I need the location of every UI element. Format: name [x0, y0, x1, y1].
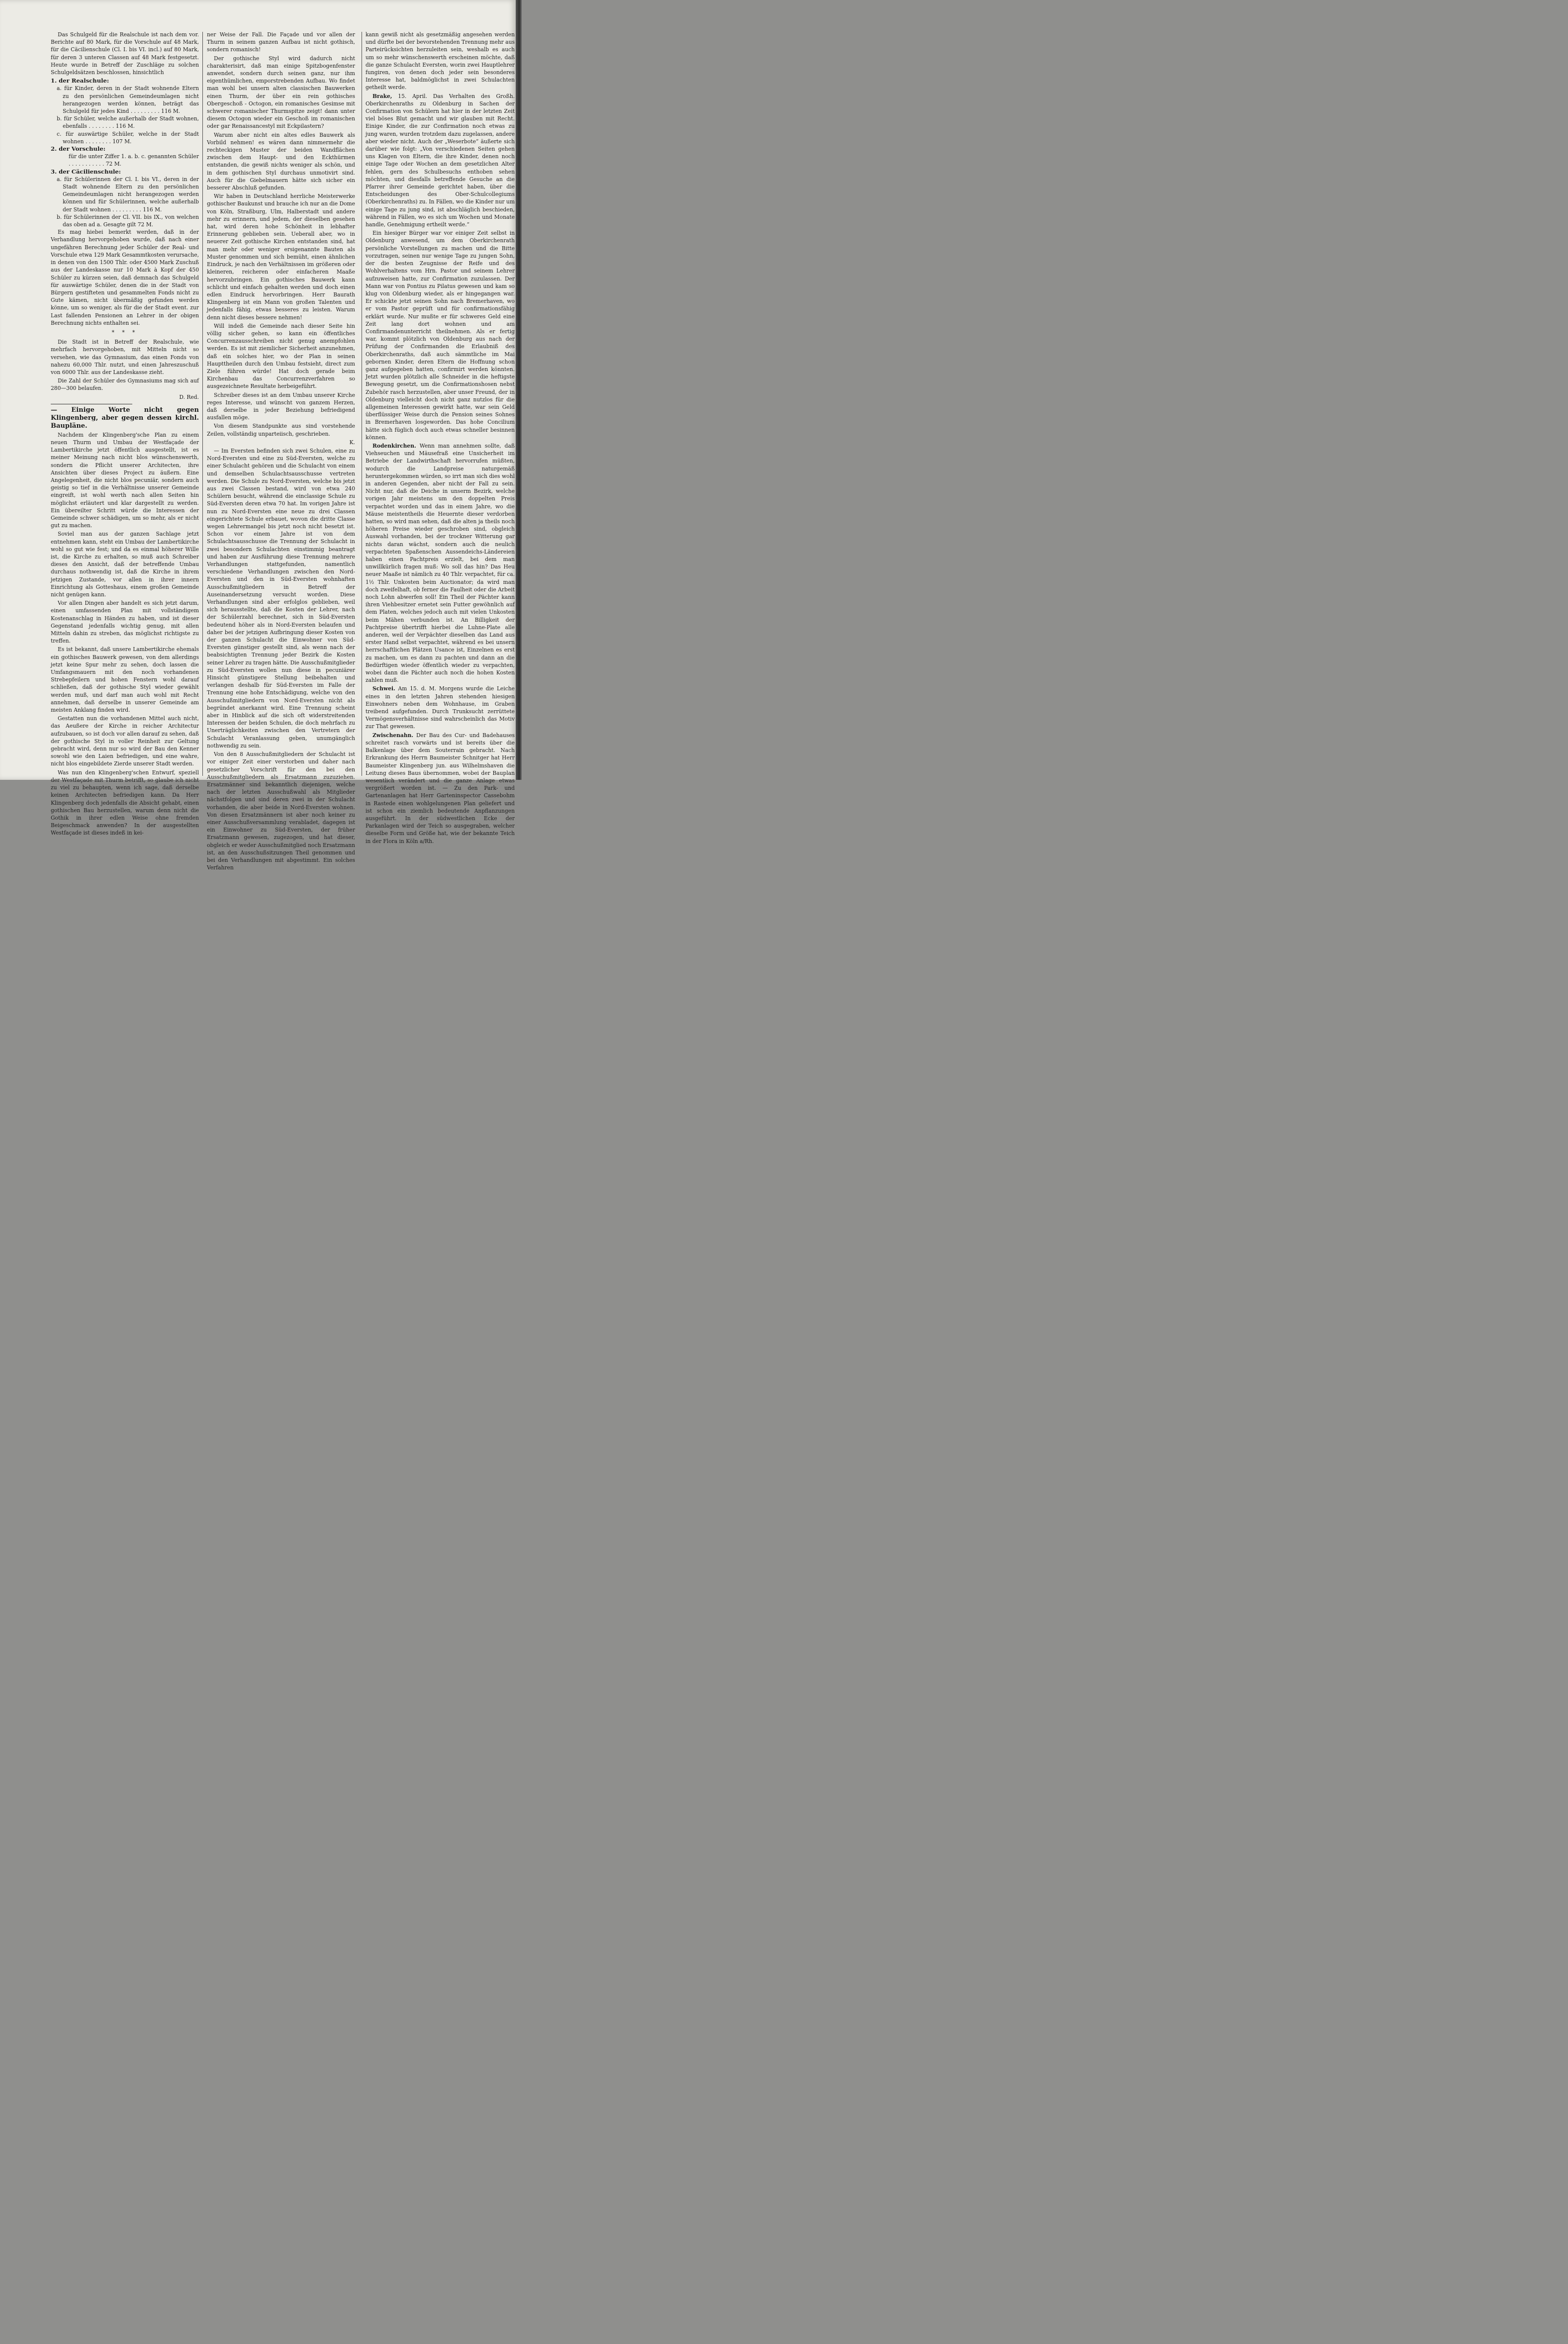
- paragraph: Will indeß die Gemeinde nach dieser Seite hin völlig sicher gehen, so kann ein öffentliches Concurrenzausschreiben nicht genug anempfohlen werden. Es ist mit ziemlicher Sicherheit anzunehmen, daß ein solches hier, wo der Plan in seinen Haupttheilen durch den Umbau festsieht, direct zum Ziele führen würde! Hat doch gerade beim Kirchenbau das Concurrenzverfahren so ausgezeichnete Resultate herbeigeführt.: [207, 322, 355, 390]
- paragraph: Die Stadt ist in Betreff der Realschule, wie mehrfach hervorgehoben, mit Mitteln nicht so versehen, wie das Gymnasium, das einen Fonds von nahezu 60,000 Thlr. nutzt, und einen Jahreszuschuß von 6000 Thlr. aus der Landeskasse zieht.: [51, 339, 199, 375]
- column-1: [51, 31, 199, 837]
- list-item-vorschule: 2. der Vorschule:: [51, 145, 106, 153]
- school-fees-intro: Das Schulgeld für die Realschule ist nach dem vor. Berichte auf 80 Mark, für die Vorschule auf 48 Mark, für die Cäcilienschule (Cl. I. bis VI. incl.) auf 80 Mark, für deren 3 unteren Classen auf 48 Mark festgesetzt. Heute wurde in Betreff der Zuschläge zu solchen Schulgeldsätzen beschlossen, hinsichtlich: [51, 31, 199, 76]
- book-edge: [516, 0, 522, 780]
- section-stars: * * *: [111, 329, 138, 336]
- article-title: — Einige Worte nicht gegen Klingenberg, aber gegen dessen kirchl. Baupläne.: [51, 406, 199, 430]
- list-subitem: a. für Kinder, deren in der Stadt wohnende Eltern zu den persönlichen Gemeindeumlagen nicht herangezogen werden können, beträgt das Schulgeld für jedes Kind . . . . . . . . . 116 M.: [57, 85, 199, 115]
- list-subitem: für die unter Ziffer 1. a. b. c. genannten Schüler . . . . . . . . . . . 72 M.: [69, 153, 199, 168]
- column-3: [366, 31, 515, 844]
- paragraph: kann gewiß nicht als gesetzmäßig angesehen werden und dürfte bei der bevorstehenden Trennung mehr aus Parteirücksichten herzuleiten sein, weshalb es auch um so mehr wünschenswerth erscheinen möchte, daß die ganze Schulacht Eversten, worin zwei Hauptlehrer fungiren, von denen doch jeder sein besonderes Interesse hat, baldmöglichst in zwei Schulachten getheilt werde.: [366, 31, 515, 91]
- list-subitem: b. für Schüler, welche außerhalb der Stadt wohnen, ebenfalls . . . . . . . . 116 M.: [57, 115, 199, 130]
- paragraph: Gestatten nun die vorhandenen Mittel auch nicht, das Aeußere der Kirche in reicher Architectur aufzubauen, so ist doch vor allen darauf zu sehen, daß der gothische Styl in voller Reinheit zur Geltung gebracht wird, denn nur so wird der Bau den Kenner sowohl wie den Laien befriedigen, und eine wahre, nicht blos eingebildete Zierde unserer Stadt werden.: [51, 715, 199, 767]
- list-item-caecilienschule: 3. der Cäcilienschule:: [51, 168, 121, 175]
- paragraph: Vor allen Dingen aber handelt es sich jetzt darum, einen umfassenden Plan mit vollständigem Kostenanschlag in Händen zu haben, und ist dieser Gegenstand jedenfalls wichtig genug, mit allen Mitteln dahin zu streben, das möglichst richtigste zu treffen.: [51, 600, 199, 645]
- paragraph: Von den 8 Ausschußmitgliedern der Schulacht ist vor einiger Zeit einer verstorben und daher nach gesetzlicher Vorschrift für den bei den Ausschußmitgliedern als Ersatzmann zuzuziehen. Ersatzmänner sind bekanntlich diejenigen, welche nach der letzten Ausschußwahl als Mitglieder nächstfolgen und sind deren zwei in der Schulacht vorhanden, die aber beide in Nord-Eversten wohnen. Von diesen Ersatzmännern ist aber noch keiner zu einer Ausschußversammlung verabladet, dagegen ist ein Einwohner zu Süd-Eversten, der früher Ersatzmann gewesen, zugezogen, und hat dieser, obgleich er weder Ausschußmitglied noch Ersatzmann ist, an den Ausschußsitzungen Theil genommen und bei den Verhandlungen mit abgestimmt. Ein solches Verfahren: [207, 751, 355, 871]
- paragraph: Nachdem der Klingenberg'sche Plan zu einem neuen Thurm und Umbau der Westfaçade der Lambertikirche jetzt öffentlich ausgestellt, ist es meiner Meinung nach nicht blos wünschenswerth, sondern die Pflicht unserer Architecten, ihre Ansichten über dieses Project zu äußern. Eine Angelegenheit, die nicht blos pecuniär, sondern auch geistig so tief in die Verhältnisse unserer Gemeinde eingreift, ist wohl werth nach allen Seiten hin möglichst erläutert und klar dargestellt zu werden. Ein übereilter Schritt würde die Interessen der Gemeinde schwer schädigen, um so mehr, als er nicht gut zu machen.: [51, 431, 199, 529]
- paragraph: Wir haben in Deutschland herrliche Meisterwerke gothischer Baukunst und brauche ich nur an die Dome von Köln, Straßburg, Ulm, Halberstadt und andere mehr zu erinnern, und jedem, der dieselben gesehen hat, wird deren hohe Schönheit in lebhafter Erinnerung geblieben sein. Ueberall aber, wo in neuerer Zeit gothische Kirchen entstanden sind, hat man mehr oder weniger ersigenannte Bauten als Muster genommen und sich bemüht, einen ähnlichen Eindruck, je nach den Verhältnissen im größeren oder kleineren, reicheren oder einfacheren Maaße hervorzubringen. Ein gothisches Bauwerk kann schlicht und einfach gehalten werden und doch einen edlen Eindruck hervorbringen. Herr Baurath Klingenberg ist ein Mann von großen Talenten und jedenfalls fähig, etwas besseres zu leisten. Warum denn nicht dieses bessere nehmen!: [207, 193, 355, 321]
- paragraph: Schreiber dieses ist an dem Umbau unserer Kirche reges Interesse, und wünscht von ganzem Herzen, daß derselbe in jeder Beziehung befriedigend ausfallen möge.: [207, 391, 355, 421]
- paragraph: Ein hiesiger Bürger war vor einiger Zeit selbst in Oldenburg anwesend, um dem Oberkirchenrath persönliche Vorstellungen zu machen und die Bitte vorzutragen, seinen nur wenige Tage zu jungen Sohn, der die besten Zeugnisse der Reife und des Wohlverhaltens vom Hrn. Pastor und seinem Lehrer aufzuweisen hatte, zur Confirmation zuzulassen. Der Mann war von Pontius zu Pilatus gewesen und kam so klug von Oldenburg wieder, als er hingegangen war. Er schickte jetzt seinen Sohn nach Bremerhaven, wo er vom Pastor geprüft und für confirmationsfähig erklärt wurde. Nur mußte er für schweres Geld eine Zeit lang dort wohnen und am Confirmandenunterricht theilnehmen. Als er fertig war, kommt plötzlich von Oldenburg aus nach der Prüfung der Confirmanden die Erlaubniß des Oberkirchenraths, daß auch sämmtliche im Mai gebornen Kinder, deren Eltern die Hoffnung schon ganz aufgegeben hatten, confirmirt werden könnten. Jetzt wurden plötzlich alle Schneider in die heftigste Bewegung gesetzt, um die Confirmationshosen nebst Zubehör rasch herzustellen, aber unser Freund, der in Oldenburg vielleicht doch nicht ganz nutzlos für die allgemeinen Interessen gewirkt hatte, war sein Geld überflüssiger Weise durch die Pension seines Sohnes in Bremerhaven losgeworden. Das hohe Concilium hätte sich füglich doch auch etwas schneller besinnen können.: [366, 230, 515, 441]
- news-text: 15. April. Das Verhalten des Großh. Oberkirchenraths zu Oldenburg in Sachen der Confirmation von Schülern hat hier in der letzten Zeit viel böses Blut gemacht und wir glauben mit Recht. Einige Kinder, die zur Confirmation noch etwas zu jung waren, wurden trotzdem dazu zugelassen, andere aber wieder nicht. Auch der „Weserbote“ äußerte sich darüber wie folgt: „Von verschiedenen Seiten gehen uns Klagen von Eltern, die ihre Kinder, denen noch einige Tage oder Wochen an dem gesetzlichen Alter fehlen, gern des Schulbesuchs enthoben sehen möchten, und diesfalls betreffende Gesuche an die Pfarrer ihrer Gemeinde gerichtet haben, über die Entscheidungen des Ober-Schulcollegiums (Oberkirchenraths) zu. In Fällen, wo die Kinder nur um einige Tage zu jung sind, ist abschläglich beschieden, während in Fällen, wo es sich um Wochen und Monate handle, Genehmigung ertheilt werde.“: [366, 93, 515, 228]
- paragraph: Warum aber nicht ein altes edles Bauwerk als Vorbild nehmen! es wären dann nimmermehr die rechteckigen Muster der beiden Wandflächen zwischen dem Haupt- und den Eckthürmen entstanden, die gewiß nichts weniger als schön, und in dem gothischen Styl durchaus unmotivirt sind. Auch für die Giebelmauern hätte sich sicher ein besserer Abschluß gefunden.: [207, 131, 355, 191]
- news-item-rodenkirchen: [366, 442, 515, 684]
- dateline: Zwischenahn.: [372, 732, 414, 739]
- news-text: Am 15. d. M. Morgens wurde die Leiche eines in den letzten Jahren stehenden hiesigen Einwohners neben dem Wohnhause, im Graben treibend aufgefunden. Durch Trunksucht zerrüttete Vermögensverhältnisse sind wahrscheinlich das Motiv zur That gewesen.: [366, 685, 515, 730]
- paragraph: Der gothische Styl wird dadurch nicht charakterisirt, daß man einige Spitzbogenfenster anwendet, sondern durch seinen ganz, nur ihm eigenthümlichen, emporstrebenden Aufbau. Wo findet man wohl bei unsern alten classischen Bauwerken einen Thurm, der über ein rein gothisches Obergeschoß - Octogon, ein romanisches Gesimse mit schwerer romanischer Thurmspitze zeigt! dann unter diesem Octogon wieder ein Geschoß im romanischen oder gar Renaissancestyl mit Eckpilastern?: [207, 55, 355, 130]
- paragraph: Von diesem Standpunkte aus sind vorstehende Zeilen, vollständig unparteiisch, geschrieben.: [207, 423, 355, 437]
- paragraph: Soviel man aus der ganzen Sachlage jetzt entnehmen kann, steht ein Umbau der Lambertikirche wohl so gut wie fest; und da es einmal höherer Wille ist, die Kirche zu erhalten, so muß auch Schreiber dieses den Ansicht, daß der betreffende Umbau durchaus nothwendig ist, daß die Kirche in ihrem jetzigen Zustande, vor allen in ihrer innern Einrichtung als Gotteshaus, einem großen Gemeinde nicht genügen kann.: [51, 531, 199, 598]
- list-subitem: a. für Schülerinnen der Cl. I. bis VI., deren in der Stadt wohnende Eltern zu den persönlichen Gemeindeumlagen nicht herangezogen werden können und für Schülerinnen, welche außerhalb der Stadt wohnen . . . . . . . . . 116 M.: [57, 176, 199, 213]
- column-rule-left: [202, 32, 203, 776]
- signature: D. Red.: [179, 393, 199, 400]
- news-text: Der Bau des Cur- und Badehauses schreitet rasch vorwärts und ist bereits über die Balkenlage über dem Souterrain gebracht. Nach Erkrankung des Herrn Baumeister Schnitger hat Herr Baumeister Klingenberg jun. aus Wilhelmshaven die Leitung dieses Baus übernommen, wobei der Bauplan wesentlich verändert und die ganze Anlage etwas vergrößert worden ist. — Zu den Park- und Gartenanlagen hat Herr Garteninspector Cassebohm in Rastede einen wohlgelungenen Plan geliefert und ist schon ein ziemlich bedeutende Anpflanzungen ausgeführt. In der südwestlichen Ecke der Parkanlagen wird der Teich so ausgegraben, welcher dieselbe Form und Größe hat, wie der bekannte Teich in der Flora in Köln a/Rh.: [366, 732, 515, 844]
- paragraph: Es ist bekannt, daß unsere Lambertikirche ehemals ein gothisches Bauwerk gewesen, von dem allerdings jetzt keine Spur mehr zu sehen, doch lassen die Umfangsmauern mit den noch vorhandenen Strebepfeilern und hohen Fenstern wohl darauf schließen, daß der gothische Styl wieder gewählt werden muß, und darf man auch wohl mit Recht annehmen, daß derselbe in unserer Gemeinde am meisten Anklang finden wird.: [51, 646, 199, 714]
- dateline: Brake,: [372, 93, 392, 99]
- list-subitem: b. für Schülerinnen der Cl. VII. bis IX., von welchen das oben ad a. Gesagte gilt 72 M.: [57, 213, 199, 228]
- news-item-brake: [366, 93, 515, 229]
- signature: K.: [349, 439, 355, 446]
- paragraph: Was nun den Klingenberg'schen Entwurf, speziell der Westfaçade mit Thurm betrifft, so glaube ich nicht zu viel zu behaupten, wenn ich sage, daß derselbe keinen Architecten befriedigen kann. Da Herr Klingenberg doch jedenfalls die Absicht gehabt, einen gothischen Bau herzustellen, warum denn nicht die Gothik in ihrer edlen Weise ohne fremden Beigeschmack anwenden? In der ausgestellten Westfaçade ist dieses indeß in kei-: [51, 769, 199, 837]
- paragraph: — Im Eversten befinden sich zwei Schulen, eine zu Nord-Eversten und eine zu Süd-Eversten, welche zu einer Schulacht gehören und die Schulacht von einem und demselben Schulachtsausschusse vertreten werden. Die Schule zu Nord-Eversten, welche bis jetzt aus zwei Classen bestand, wird von etwa 240 Schülern besucht, während die einclassige Schule zu Süd-Eversten deren etwa 70 hat. Im vorigen Jahre ist nun zu Nord-Eversten eine neue zu drei Classen eingerichtete Schule erbauet, wovon die dritte Classe wegen Lehrermangel bis jetzt noch nicht besetzt ist. Schon vor einem Jahre ist von dem Schulachtsausschusse die Trennung der Schulacht in zwei besondern Schulachten einstimmig beantragt und haben zur Ausführung diese Trennung mehrere Verhandlungen stattgefunden, namentlich verschiedene Verhandlungen zwischen den Nord-Eversten und den in Süd-Eversten wohnhaften Ausschußmitgliedern in Betreff der Auseinandersetzung versucht worden. Diese Verhandlungen sind aber erfolglos geblieben, weil sich herausstellte, daß die Kosten der Lehrer, nach der Schülerzahl berechnet, sich in Süd-Eversten bedeutend höher als in Nord-Eversten belaufen und daher bei der jetzigen Aufbringung dieser Kosten von der ganzen Schulacht die Einwohner von Süd-Eversten günstiger gestellt sind, als wenn nach der beabsichtigten Trennung jeder Bezirk die Kosten seiner Lehrer zu tragen hätte. Die Ausschußmitglieder zu Süd-Eversten wollen nun diese in pecuniärer Hinsicht günstigere Stellung beibehalten und verlangen deshalb für Süd-Eversten im Falle der Trennung eine hohe Entschädigung, welche von den Ausschußmitgliedern von Nord-Eversten nicht als begründet anerkannt wird. Eine Trennung scheint aber in Hinblick auf die sich oft widerstreitenden Interessen der beiden Schulen, die doch mehrfach zu Unerträglichkeiten zwischen den Vertretern der Schulacht Veranlassung geben, unumgänglich nothwendig zu sein.: [207, 447, 355, 749]
- list-item-realschule: 1. der Realschule:: [51, 77, 109, 85]
- dateline: Schwei.: [372, 685, 395, 692]
- news-text: Wenn man annehmen sollte, daß Viehseuchen und Mäusefraß eine Unsicherheit im Betriebe der Landwirthschaft hervorrufen müßten, wodurch die Landpreise naturgemäß heruntergekommen würden, so irrt man sich dies wohl in anderen Gegenden, aber nicht der Fall zu sein. Nicht nur, daß die Deiche in unserm Bezirk, welche vorigen Jahr meistens um den doppelten Preis verpachtet worden und das in einem Jahre, wo die Mäuse meistentheils die Heuernte dieser verdorben hatten, so wird man sehen, daß die alten ja theils noch höheren Preise wieder geschroben sind, obgleich Auswahl vorhanden, bei der trockner Witterung gar nichts daran wächst, sondern auch die neulich verpachteten Spaßenschen Aussendeichs-Ländereien haben einen Pachtpreis erzielt, bei dem man unwillkürlich fragen muß: Wo soll das hin? Das Heu neuer Maaße ist nämlich zu 40 Thlr. verpachtet, für ca. 1½ Thlr. Unkosten beim Auctionator; da wird man doch zweifelhaft, ob ferner die Faulheit oder die Arbeit noch Lohn abwerfen soll! Ein Theil der Pächter kann ihren Viehbesitzer ernetet sein Futter gewöhnlich auf dem Platen, welches jedoch auch mit vielen Unkosten beim Mähen verbunden ist. An Billigkeit der Pachtpreise übertrifft hierbei die Luhne-Plate alle anderen, weil der Verpächter dieselben das Land aus erster Hand selbst verpachtet, während es bei unsern herrschaftlichen Plätzen Usance ist, Einzelnen es erst zu machen, um es dann zu pachten und dann an die Bedürftigen wieder öffentlich wieder zu verpachten, wobei dann die Pächter auch noch die hohen Kosten zahlen muß.: [366, 442, 515, 684]
- column-2: [207, 31, 355, 871]
- list-subitem: c. für auswärtige Schüler, welche in der Stadt wohnen . . . . . . . . 107 M.: [57, 130, 199, 145]
- dateline: Rodenkirchen.: [372, 442, 416, 449]
- paragraph: Die Zahl der Schüler des Gymnasiums mag sich auf 280—300 belaufen.: [51, 377, 199, 392]
- news-item-zwischenahn: [366, 732, 515, 845]
- paragraph: Es mag hiebei bemerkt werden, daß in der Verhandlung hervorgehoben wurde, daß nach einer ungefähren Berechnung jeder Schüler der Real- und Vorschule etwa 129 Mark Gesammtkosten verursache, in denen von den 1500 Thlr. oder 4500 Mark Zuschuß aus der Landeskasse nur 10 Mark à Kopf der 450 Schüler zu kürzen seien, daß demnach das Schulgeld für auswärtige Schüler, denen die in der Stadt von Bürgern gestifteten und gesammelten Fonds nicht zu Gute kämen, nicht übermäßig gefunden werden könne, um so weniger, als für die der Stadt event. zur Last fallenden Pensionen an Lehrer in der obigen Berechnung nichts enthalten sei.: [51, 229, 199, 326]
- news-item-schwei: [366, 685, 515, 730]
- paragraph: ner Weise der Fall. Die Façade und vor allen der Thurm in seinem ganzen Aufbau ist nicht gothisch, sondern romanisch!: [207, 31, 355, 53]
